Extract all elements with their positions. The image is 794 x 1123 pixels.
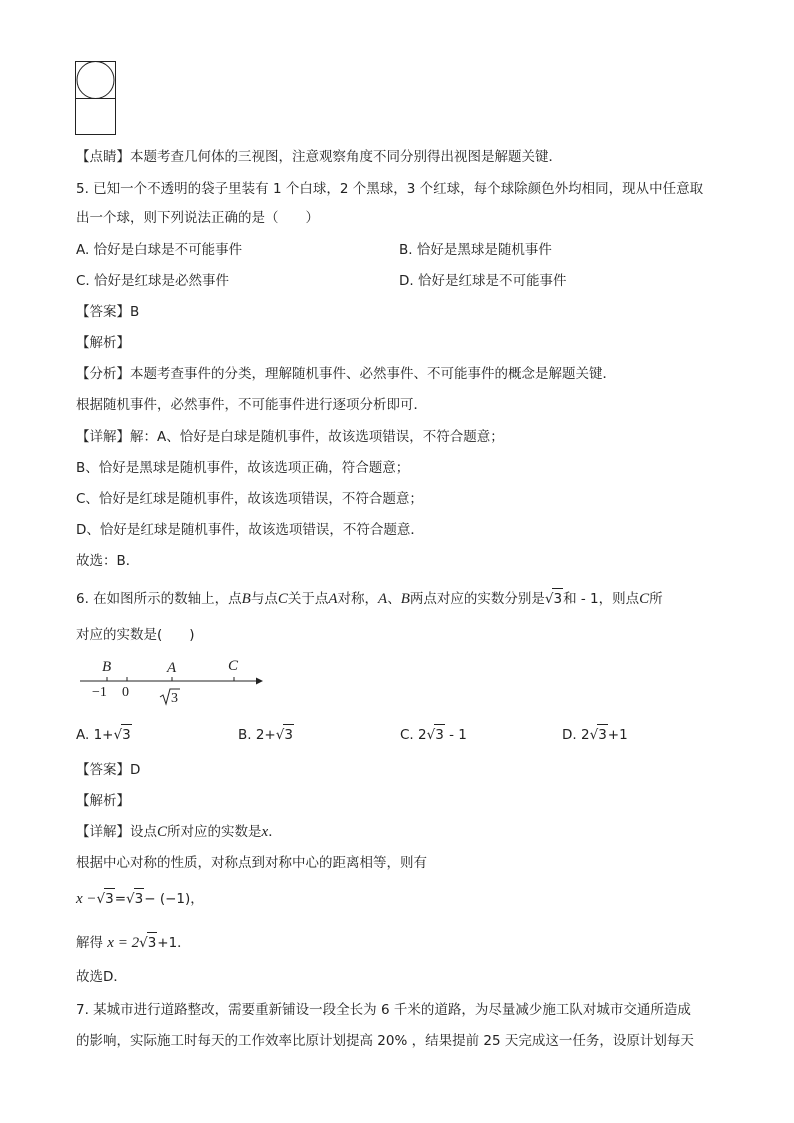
- q5-detail-line3: C、恰好是红球是随机事件，故该选项错误，不符合题意；: [76, 491, 423, 507]
- q5-stem-line2: 出一个球，则下列说法正确的是（ ）: [76, 210, 319, 226]
- q7-stem-line1: 7. 某城市进行道路整改，需要重新铺设一段全长为 6 千米的道路，为尽量减少施工队对城市交通所造成: [76, 1002, 691, 1018]
- q6-option-c: C. 2√3 - 1: [400, 724, 467, 745]
- q6-option-c-sqrt: √3: [427, 724, 445, 745]
- q5-option-c: C. 恰好是红球是必然事件: [76, 273, 230, 289]
- axis-label-c: C: [228, 658, 239, 674]
- q5-detail-line4: D、恰好是红球是随机事件，故该选项错误，不符合题意．: [76, 522, 424, 538]
- number-line-arrow: [256, 678, 263, 685]
- q6-option-d: D. 2√3+1: [562, 724, 628, 745]
- q6-point-c2: C: [639, 591, 650, 607]
- q6-option-a: A. 1+√3: [76, 724, 132, 745]
- q6-stem-a: 6. 在如图所示的数轴上，点: [76, 591, 242, 607]
- q5-detail-line2: B、恰好是黑球是随机事件，故该选项正确，符合题意；: [76, 460, 410, 476]
- q6-solution: 解得 x = 2√3+1．: [76, 932, 191, 953]
- tick-label-minus-one: −1: [92, 685, 107, 700]
- q6-eq-sqrt-1: √3: [97, 888, 115, 909]
- q5-analysis-line2: 根据随机事件，必然事件，不可能事件进行逐项分析即可．: [76, 397, 427, 413]
- axis-label-a: A: [167, 660, 177, 676]
- q6-point-c: C: [277, 591, 288, 607]
- q6-equation: x −√3=√3− (−1)，: [76, 888, 204, 909]
- q5-option-d: D. 恰好是红球是不可能事件: [399, 273, 567, 289]
- q6-detail-point-c: C: [157, 824, 168, 840]
- q6-stem-c: 关于点: [287, 591, 329, 607]
- q5-choose: 故选：B．: [76, 553, 140, 569]
- q6-stem-d: 对称，: [337, 591, 379, 607]
- q6-stem-line1: [76, 588, 663, 609]
- q6-detail-x: x: [261, 824, 269, 840]
- q6-point-a2: A: [378, 591, 388, 607]
- tick-label-zero: 0: [122, 685, 129, 700]
- q6-option-d-sqrt: √3: [590, 724, 608, 745]
- q6-solution-sqrt: √3: [139, 932, 157, 953]
- top-view-square: [76, 62, 116, 99]
- q6-stem-b: 与点: [250, 591, 278, 607]
- q5-stem-line1: 5. 已知一个不透明的袋子里装有 1 个白球，2 个黑球，3 个红球，每个球除颜色外均相同，现从中任意取: [76, 181, 704, 197]
- q6-detail-line2: 根据中心对称的性质，对称点到对称中心的距离相等，则有: [76, 855, 427, 871]
- q6-option-b: B. 2+√3: [238, 724, 294, 745]
- q5-option-b: B. 恰好是黑球是随机事件: [399, 242, 552, 258]
- q6-stem-line2: 对应的实数是( ): [76, 627, 195, 643]
- q6-stem-g: 和 - 1，则点: [563, 591, 640, 607]
- dianjing-note: 【点睛】本题考查几何体的三视图，注意观察角度不同分别得出视图是解题关键．: [76, 149, 562, 165]
- q6-stem-h: 所: [649, 591, 663, 607]
- number-line-figure: [76, 652, 271, 708]
- q6-detail-line1: 【详解】设点C所对应的实数是x．: [76, 824, 282, 840]
- q6-answer: 【答案】D: [76, 762, 141, 778]
- q5-analysis-line1: 【分析】本题考查事件的分类，理解随机事件、必然事件、不可能事件的概念是解题关键．: [76, 366, 616, 382]
- q7-stem-line2: 的影响，实际施工时每天的工作效率比原计划提高 20% ，结果提前 25 天完成这一任务，设原计划每天: [76, 1033, 694, 1049]
- q6-eq-sqrt-2: √3: [126, 888, 144, 909]
- q6-option-a-sqrt: √3: [113, 724, 131, 745]
- q6-sqrt3: √3: [545, 588, 563, 609]
- q6-jiexi-label: 【解析】: [76, 793, 130, 809]
- q5-detail-line1: 【详解】解：A、恰好是白球是随机事件，故该选项错误，不符合题意；: [76, 429, 504, 445]
- axis-label-b: B: [102, 659, 112, 675]
- q5-option-a: A. 恰好是白球是不可能事件: [76, 242, 243, 258]
- tick-label-sqrt3: 3: [171, 691, 178, 706]
- q6-choose: 故选D．: [76, 969, 127, 985]
- q6-point-b2: B: [400, 591, 410, 607]
- q6-stem-e: 、: [387, 591, 401, 607]
- q6-option-b-sqrt: √3: [276, 724, 294, 745]
- q6-stem-f: 两点对应的实数分别是: [409, 591, 545, 607]
- three-view-figure: [75, 61, 117, 135]
- q5-answer: 【答案】B: [76, 304, 140, 320]
- q6-point-b: B: [241, 591, 251, 607]
- q6-point-a: A: [328, 591, 338, 607]
- bottom-view-square: [76, 99, 116, 135]
- q5-jiexi-label: 【解析】: [76, 335, 130, 351]
- top-view-circle: [77, 62, 114, 99]
